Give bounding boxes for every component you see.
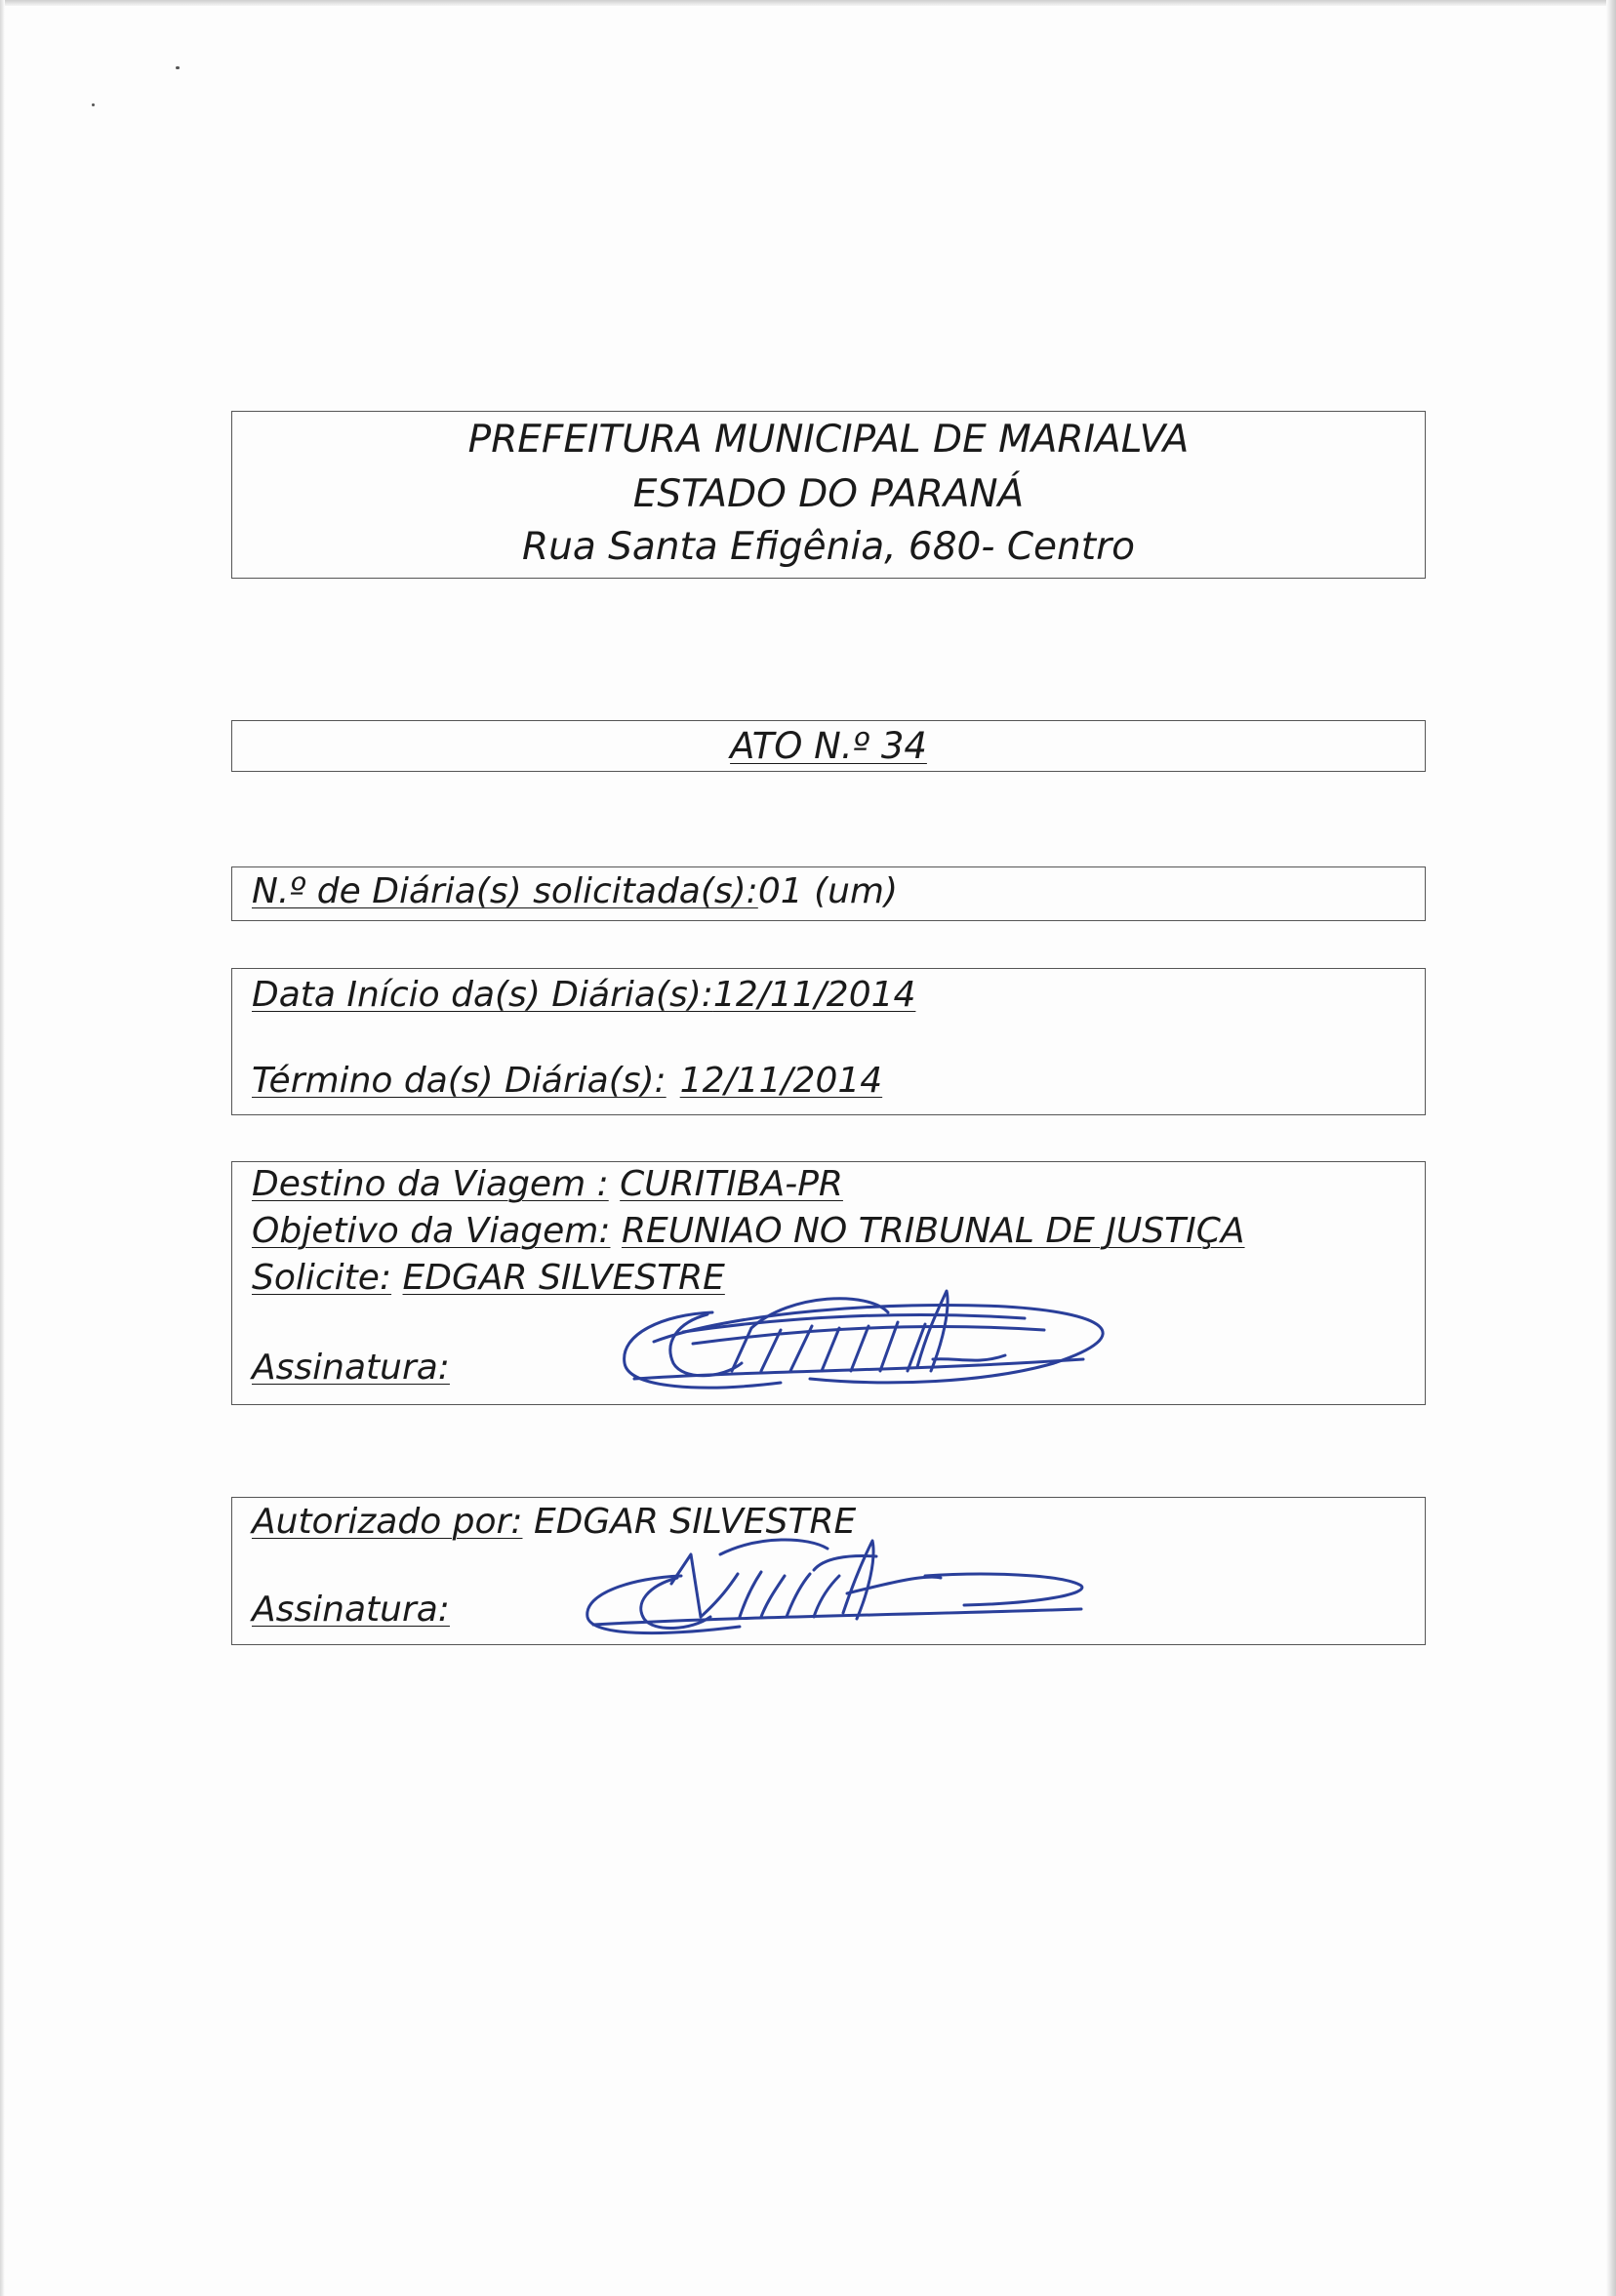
destination-value: CURITIBA-PR — [620, 1164, 843, 1204]
end-date-value: 12/11/2014 — [679, 1061, 883, 1101]
diarias-line — [252, 871, 898, 911]
destination-line — [252, 1164, 843, 1204]
scan-speck — [92, 103, 95, 106]
objective-value: REUNIAO NO TRIBUNAL DE JUSTIÇA — [621, 1211, 1245, 1251]
auth-signature-label: Assinatura: — [252, 1590, 450, 1630]
scan-edge-top — [0, 0, 1616, 6]
address: Rua Santa Efigênia, 680- Centro — [522, 525, 1135, 569]
diarias-label: N.º de Diária(s) solicitada(s): — [252, 871, 758, 911]
state-name: ESTADO DO PARANÁ — [632, 472, 1025, 516]
objective-label: Objetivo da Viagem: — [252, 1211, 611, 1251]
trip-signature-line — [252, 1348, 450, 1388]
start-date-value: 12/11/2014 — [712, 975, 916, 1015]
ato-title: ATO N.º 34 — [730, 725, 927, 767]
destination-label: Destino da Viagem : — [252, 1164, 609, 1204]
diarias-box — [231, 866, 1426, 921]
trip-box — [231, 1161, 1426, 1405]
authorization-box — [231, 1497, 1426, 1645]
start-date-line — [252, 975, 915, 1015]
scan-edge-left — [0, 0, 5, 2296]
authorized-label: Autorizado por: — [252, 1502, 523, 1542]
start-date-label: Data Início da(s) Diária(s): — [252, 975, 713, 1015]
municipality-name: PREFEITURA MUNICIPAL DE MARIALVA — [467, 418, 1190, 462]
ato-box — [231, 720, 1426, 772]
requester-label: Solicite: — [252, 1258, 392, 1298]
authorized-value: EDGAR SILVESTRE — [533, 1502, 857, 1542]
end-date-line — [252, 1061, 941, 1101]
diarias-value: 01 (um) — [757, 871, 899, 911]
header-box — [231, 411, 1426, 579]
requester-value: EDGAR SILVESTRE — [402, 1258, 725, 1298]
dates-box — [231, 968, 1426, 1115]
auth-signature-line — [252, 1590, 450, 1630]
objective-line — [252, 1211, 1245, 1251]
trip-signature-label: Assinatura: — [252, 1348, 450, 1388]
requester-signature — [595, 1273, 1122, 1400]
scan-edge-right — [1606, 0, 1616, 2296]
authorizer-signature — [554, 1515, 1101, 1642]
end-date-label: Término da(s) Diária(s): — [252, 1061, 667, 1101]
scan-speck — [176, 66, 180, 69]
